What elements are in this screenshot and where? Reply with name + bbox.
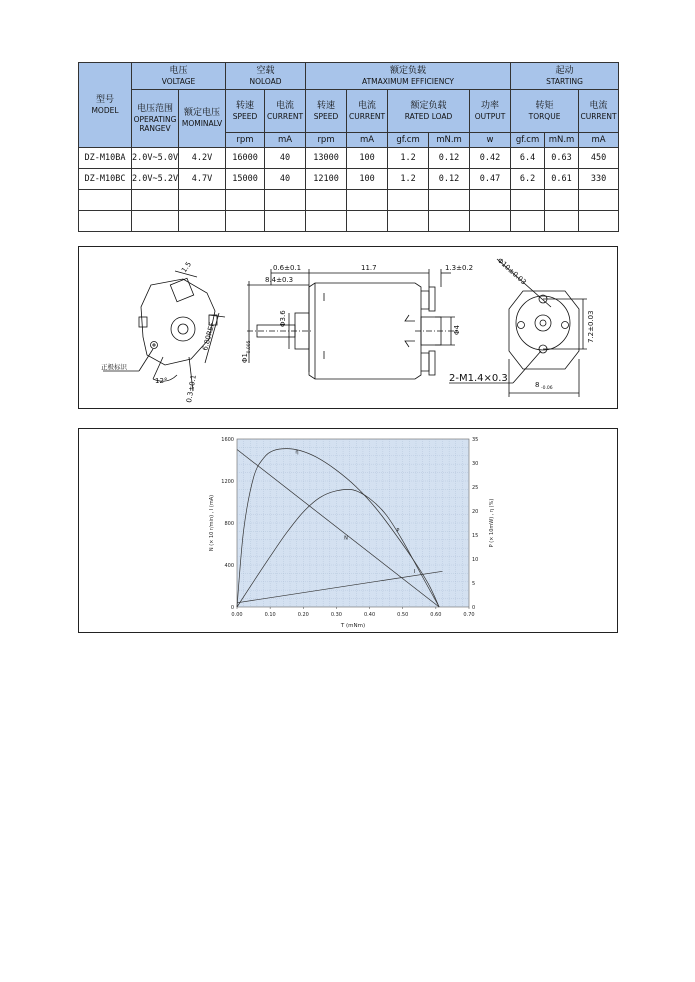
y-axis-left-label: N (× 10 r/min) , I (mA) (209, 494, 215, 552)
table-cell (429, 190, 470, 211)
performance-chart-svg (79, 429, 617, 632)
x-tick-label: 0.70 (463, 612, 475, 618)
nominal-header: 额定电压 MOMINALV (179, 90, 226, 148)
table-cell (545, 190, 579, 211)
noload-current-header: 电流 CURRENT (265, 90, 306, 133)
table-cell: 0.61 (545, 169, 579, 190)
starting-header: 起动 STARTING (511, 63, 619, 90)
table-cell: 4.7V (179, 169, 226, 190)
dim-label: Φ1 (241, 353, 249, 363)
table-cell: 100 (347, 169, 388, 190)
y-right-tick-label: 25 (472, 484, 479, 491)
x-tick-label: 0.20 (297, 612, 309, 618)
table-cell (347, 211, 388, 232)
dimension-drawing-svg (79, 247, 617, 408)
table-cell (226, 190, 265, 211)
dim-label: 8 (535, 381, 540, 389)
table-cell (388, 211, 429, 232)
series-label: N (344, 535, 348, 542)
dim-label: Φ3.6 (279, 310, 287, 327)
y-axis-right-label: P (× 10mW) , η (%) (489, 498, 495, 548)
dim-label: 0.3±0.1 (185, 374, 198, 404)
table-cell (226, 211, 265, 232)
table-cell: 0.63 (545, 148, 579, 169)
unit-cell: rpm (306, 133, 347, 148)
dimension-drawing (78, 246, 618, 409)
table-cell: 13000 (306, 148, 347, 169)
dim-label: 11.7 (361, 264, 377, 272)
table-cell (265, 190, 306, 211)
table-cell: 1.2 (388, 148, 429, 169)
table-cell (429, 211, 470, 232)
dim-label: -0.005 (247, 340, 252, 355)
table-cell (579, 190, 619, 211)
y-left-tick-label: 1600 (221, 436, 234, 443)
table-cell (579, 211, 619, 232)
model-cell: DZ-M10BA (79, 148, 132, 169)
unit-cell: rpm (226, 133, 265, 148)
unit-cell: gf.cm (388, 133, 429, 148)
x-tick-label: 0.40 (364, 612, 376, 618)
series-label: η (295, 449, 299, 456)
dim-label: 6.80REF (201, 321, 217, 352)
model-cell (79, 211, 132, 232)
output-header: 功率 OUTPUT (470, 90, 511, 133)
spec-table-container (78, 62, 618, 232)
table-cell: 6.2 (511, 169, 545, 190)
rated-speed-header: 转速 SPEED (306, 90, 347, 133)
dim-label: 12° (155, 377, 168, 385)
y-left-tick-label: 1200 (221, 478, 234, 485)
unit-cell: mA (265, 133, 306, 148)
noload-header: 空载 NOLOAD (226, 63, 306, 90)
table-cell (179, 190, 226, 211)
table-cell: 330 (579, 169, 619, 190)
table-cell: 40 (265, 169, 306, 190)
table-cell: 16000 (226, 148, 265, 169)
table-cell (388, 190, 429, 211)
table-row (79, 169, 619, 190)
table-cell: 1.2 (388, 169, 429, 190)
table-cell (511, 190, 545, 211)
y-right-tick-label: 30 (472, 460, 479, 467)
table-cell (470, 190, 511, 211)
dim-label: 0.6±0.1 (273, 264, 302, 272)
x-tick-label: 0.30 (330, 612, 342, 618)
table-cell (511, 211, 545, 232)
table-cell: 0.12 (429, 148, 470, 169)
y-left-tick-label: 0 (230, 604, 234, 611)
table-cell (470, 211, 511, 232)
voltage-header: 电压 VOLTAGE (132, 63, 226, 90)
table-cell: 0.47 (470, 169, 511, 190)
starting-current-header: 电流 CURRENT (579, 90, 619, 133)
polarity-label: 正极标识 (101, 363, 127, 371)
dim-label: Φ4 (453, 325, 461, 335)
table-cell: 15000 (226, 169, 265, 190)
dim-label: Φ10±0.03 (495, 256, 528, 287)
table-cell (306, 211, 347, 232)
model-cell: DZ-M10BC (79, 169, 132, 190)
x-tick-label: 0.00 (231, 612, 243, 618)
table-cell (545, 211, 579, 232)
dim-label: 8.4±0.3 (265, 276, 294, 284)
y-right-tick-label: 15 (472, 532, 479, 539)
table-cell (347, 190, 388, 211)
table-cell (265, 211, 306, 232)
table-cell: 0.12 (429, 169, 470, 190)
table-cell: 100 (347, 148, 388, 169)
unit-cell: w (470, 133, 511, 148)
x-axis-label: T (mNm) (340, 623, 366, 629)
dim-label: 1.5 (180, 260, 194, 275)
table-row (79, 211, 619, 232)
y-left-tick-label: 800 (224, 520, 234, 527)
table-cell (179, 211, 226, 232)
table-cell (132, 190, 179, 211)
table-cell: 450 (579, 148, 619, 169)
rated-current-header: 电流 CURRENT (347, 90, 388, 133)
table-cell: 40 (265, 148, 306, 169)
series-label: I (413, 569, 416, 576)
model-header: 型号 MODEL (79, 63, 132, 148)
table-cell: 2.0V~5.2V (132, 169, 179, 190)
table-cell: 12100 (306, 169, 347, 190)
y-left-tick-label: 400 (224, 562, 234, 569)
unit-cell: mN.m (545, 133, 579, 148)
unit-cell: mA (347, 133, 388, 148)
table-row (79, 148, 619, 169)
unit-cell: mN.m (429, 133, 470, 148)
y-right-tick-label: 20 (472, 508, 479, 515)
starting-torque-header: 转矩 TORQUE (511, 90, 579, 133)
rated-header: 额定负载 ATMAXIMUM EFFICIENCY (306, 63, 511, 90)
y-right-tick-label: 0 (472, 604, 476, 611)
dim-label: 7.2±0.03 (587, 310, 595, 343)
x-tick-label: 0.50 (397, 612, 409, 618)
model-cell (79, 190, 132, 211)
dim-label: 1.3±0.2 (445, 264, 474, 272)
spec-table (78, 62, 619, 232)
op-range-header: 电压范围 OPERATING RANGEV (132, 90, 179, 148)
y-right-tick-label: 5 (472, 580, 476, 587)
rated-load-header: 额定负载 RATED LOAD (388, 90, 470, 133)
table-cell (132, 211, 179, 232)
y-right-tick-label: 35 (472, 436, 479, 443)
unit-cell: mA (579, 133, 619, 148)
series-label: P (396, 527, 400, 534)
dim-label: -0.06 (541, 386, 553, 391)
unit-cell: gf.cm (511, 133, 545, 148)
table-cell: 4.2V (179, 148, 226, 169)
table-cell: 6.4 (511, 148, 545, 169)
table-cell: 0.42 (470, 148, 511, 169)
x-tick-label: 0.60 (430, 612, 442, 618)
dim-label: 2-M1.4×0.3 (449, 373, 508, 384)
x-tick-label: 0.10 (264, 612, 276, 618)
noload-speed-header: 转速 SPEED (226, 90, 265, 133)
table-cell (306, 190, 347, 211)
table-cell: 2.0V~5.0V (132, 148, 179, 169)
performance-chart (78, 428, 618, 633)
table-row (79, 190, 619, 211)
y-right-tick-label: 10 (472, 556, 479, 563)
